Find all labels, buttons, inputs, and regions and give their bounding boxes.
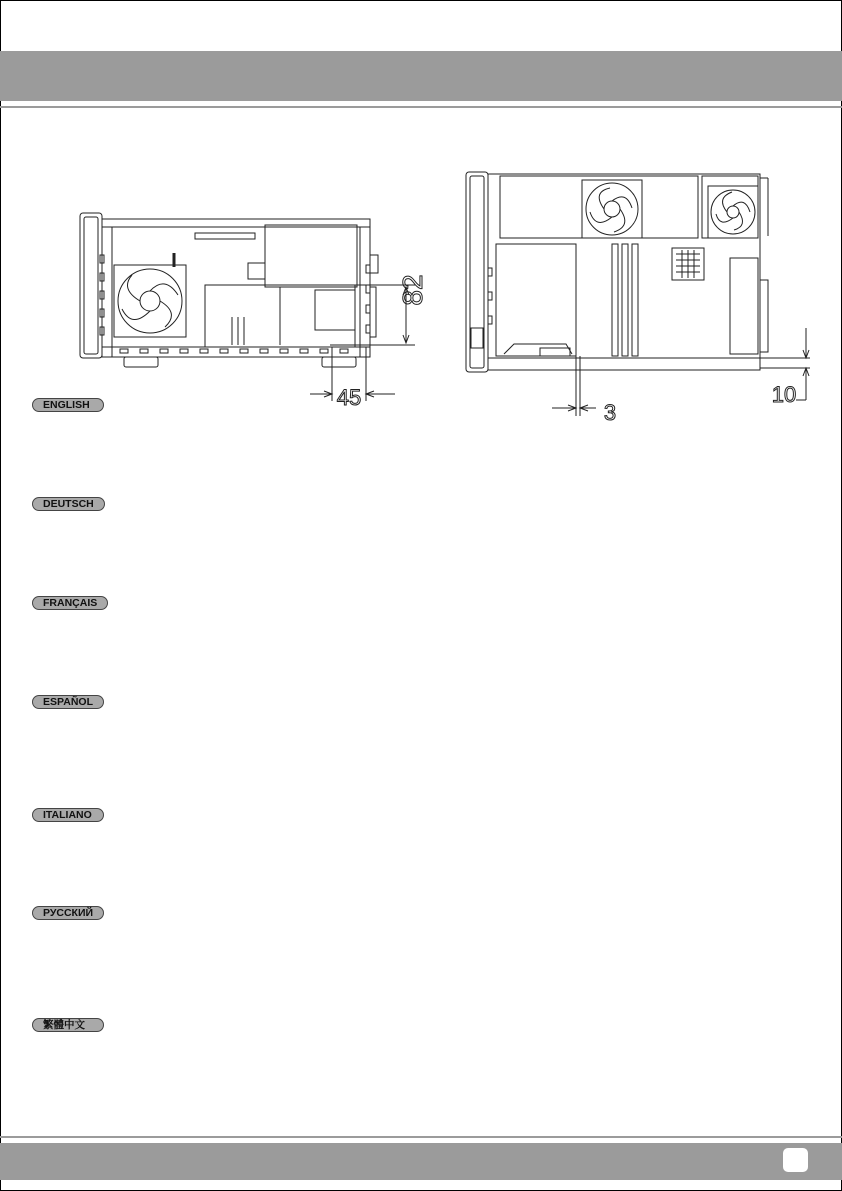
case-top-view-diagram <box>460 168 820 430</box>
dimension-label-3: 3 <box>603 400 617 425</box>
foot-front <box>124 357 158 367</box>
lang-tab-italiano[interactable]: ITALIANO <box>32 808 104 822</box>
header-band <box>0 51 842 101</box>
header-rule <box>0 106 842 108</box>
chassis-body <box>102 219 370 357</box>
front-panel <box>80 213 102 358</box>
lang-tab-espanol[interactable]: ESPAÑOL <box>32 695 104 709</box>
lang-tab-russian[interactable]: РУССКИЙ <box>32 906 104 920</box>
footer-band <box>0 1143 842 1180</box>
fan-frame <box>114 265 186 337</box>
dimension-label-82: 82 <box>397 274 428 306</box>
front-panel-top <box>466 172 488 372</box>
dimension-label-10: 10 <box>771 382 797 407</box>
chassis-top-body <box>488 174 760 370</box>
lang-tab-deutsch[interactable]: DEUTSCH <box>32 497 105 511</box>
dimension-label-45: 45 <box>336 385 362 410</box>
fan-top-1 <box>582 180 642 238</box>
psu-block <box>265 225 357 287</box>
footer-rule <box>0 1136 842 1138</box>
foot-rear <box>322 357 356 367</box>
lang-tab-francais[interactable]: FRANÇAIS <box>32 596 108 610</box>
page-number-box <box>783 1148 808 1172</box>
lang-tab-chinese[interactable]: 繁體中文 <box>32 1018 104 1032</box>
case-side-view-diagram <box>70 205 428 415</box>
lang-tab-english[interactable]: ENGLISH <box>32 398 104 412</box>
fan-top-2 <box>708 186 758 238</box>
